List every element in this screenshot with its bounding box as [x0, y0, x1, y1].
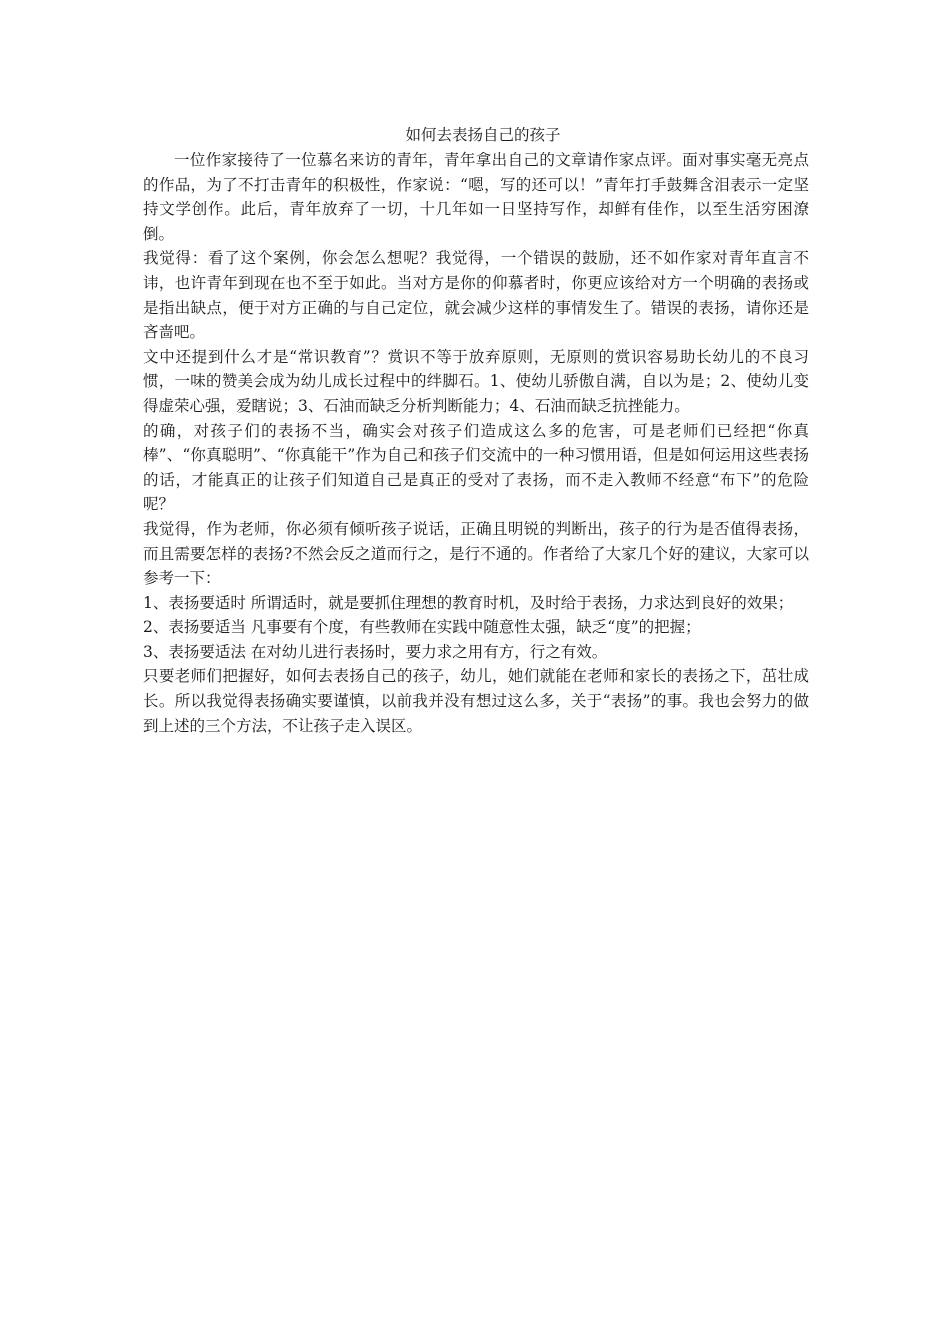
list-item-timely-praise: 1、表扬要适时 所谓适时，就是要抓住理想的教育时机，及时给于表扬，力求达到良好的效果； — [143, 593, 794, 612]
paragraph-teacher-role: 我觉得，作为老师，你必须有倾听孩子说话，正确且明锐的判断出，孩子的行为是否值得表扬，而且需要怎样的表扬?不然会反之道而行之，是行不通的。作者给了大家几个好的建议，大家可以参考一下： — [143, 519, 809, 588]
paragraph-reflection: 我觉得：看了这个案例，你会怎么想呢？我觉得，一个错误的鼓励，还不如作家对青年直言不讳，也许青年到现在也不至于如此。当对方是你的仰慕者时，你更应该给对方一个明确的表扬或是指出缺点，便于对方正确的与自己定位，就会减少这样的事情发生了。错误的表扬，请你还是吝啬吧。 — [143, 249, 809, 342]
paragraph-conclusion: 只要老师们把握好，如何去表扬自己的孩子，幼儿，她们就能在老师和家长的表扬之下，茁壮成长。所以我觉得表扬确实要谨慎，以前我并没有想过这么多，关于“表扬”的事。我也会努力的做到上述的三个方法，不让孩子走入误区。 — [143, 667, 809, 735]
list-item-method-praise: 3、表扬要适法 在对幼儿进行表扬时，要力求之用有方，行之有效。 — [143, 642, 608, 661]
paragraph-common-sense-education: 文中还提到什么才是“常识教育”？赏识不等于放弃原则，无原则的赏识容易助长幼儿的不良习惯，一味的赞美会成为幼儿成长过程中的绊脚石。1、使幼儿骄傲自满，自以为是；2、使幼儿变得虚荣心强，爱瞎说；3、石油而缺乏分析判断能力；4、石油而缺乏抗挫能力。 — [143, 347, 809, 415]
list-item-appropriate-praise: 2、表扬要适当 凡事要有个度，有些教师在实践中随意性太强，缺乏“度”的把握； — [143, 618, 701, 637]
document-page — [143, 124, 809, 738]
paragraph-writer-anecdote: 一位作家接待了一位慕名来访的青年，青年拿出自己的文章请作家点评。面对事实毫无亮点的作品，为了不打击青年的积极性，作家说：“嗯，写的还可以！”青年打手鼓舞含泪表示一定坚持文学创作。此后，青年放弃了一切，十几年如一日坚持写作，却鲜有佳作，以至生活穷困潦倒。 — [143, 151, 809, 243]
document-title: 如何去表扬自己的孩子 — [405, 126, 561, 144]
paragraph-praise-harm: 的确，对孩子们的表扬不当，确实会对孩子们造成这么多的危害，可是老师们已经把“你真棒”、“你真聪明”、“你真能干”作为自己和孩子们交流中的一种习惯用语，但是如何运用这些表扬的话，才能真正的让孩子们知道自己是真正的受对了表扬，而不走入教师不经意“布下”的危险呢？ — [143, 421, 809, 514]
